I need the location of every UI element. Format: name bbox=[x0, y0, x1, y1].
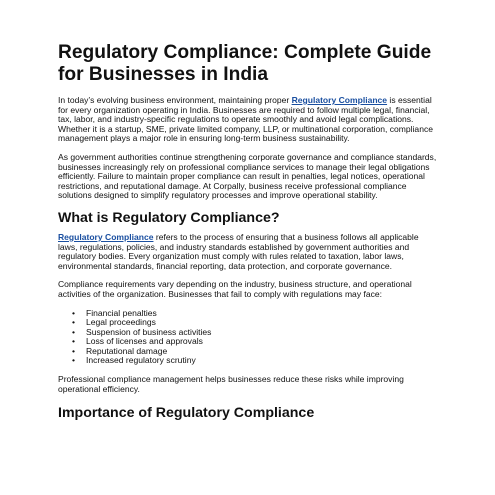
list-item-text: Financial penalties bbox=[86, 307, 157, 318]
page-title: Regulatory Compliance: Complete Guide for Businesses in India bbox=[58, 42, 432, 85]
bullet-icon: • bbox=[72, 345, 75, 356]
risks-list bbox=[58, 309, 440, 367]
bullet-icon: • bbox=[72, 326, 75, 337]
definition-text: refers to the process of ensuring that a business follows all applicable laws, regulations, policies, and industry standards established by government authorities and regulatory bodies. Every organization must comply with rules related to taxation, labor laws, environmental standards, financial reporting, data protection, and corporate governance. bbox=[58, 231, 419, 271]
list-item bbox=[72, 355, 440, 366]
list-item-text: Increased regulatory scrutiny bbox=[86, 355, 196, 366]
list-item-text: Reputational damage bbox=[86, 345, 168, 356]
document-page bbox=[58, 42, 440, 428]
requirements-paragraph: Compliance requirements vary depending on the industry, business structure, and operational activities of the organization. Businesses that fail to comply with regulations may face: bbox=[58, 279, 412, 299]
governance-paragraph: As government authorities continue strengthening corporate governance and compliance standards, businesses increasingly rely on professional compliance services to manage their legal obligations efficiently. Failure to maintain proper compliance can result in penalties, legal notices, operational restrictions, and reputational damage. At Corpally, business receive professional compliance solutions designed to simplify regulatory processes and improve operational stability. bbox=[58, 151, 437, 201]
list-item-text: Legal proceedings bbox=[86, 317, 156, 328]
regulatory-compliance-link[interactable]: Regulatory Compliance bbox=[291, 95, 388, 105]
list-item-text: Suspension of business activities bbox=[86, 326, 212, 337]
list-item-text: Loss of licenses and approvals bbox=[86, 336, 203, 347]
closing-paragraph: Professional compliance management helps businesses reduce these risks while improving operational efficiency. bbox=[58, 374, 404, 394]
bullet-icon: • bbox=[72, 307, 75, 318]
bullet-icon: • bbox=[72, 317, 75, 328]
section-heading-importance: Importance of Regulatory Compliance bbox=[58, 405, 315, 422]
bullet-icon: • bbox=[72, 336, 75, 347]
definition-link[interactable]: Regulatory Compliance bbox=[58, 231, 154, 242]
section-heading-what-is: What is Regulatory Compliance? bbox=[58, 209, 280, 226]
bullet-icon: • bbox=[72, 355, 75, 366]
intro-paragraph bbox=[58, 96, 440, 144]
intro-text-end: is essential for every organization operating in India. Businesses are required to follow multiple legal, financial, tax, labor, and industry-specific regulations to operate smoothly and avoid legal complications. Whether it is a startup, SME, private limited company, LLP, or multinational corporation, compliance management plays a major role in ensuring long-term business sustainability. bbox=[58, 95, 433, 144]
definition-paragraph bbox=[58, 233, 440, 271]
intro-text-start: In today’s evolving business environment, maintaining proper bbox=[58, 95, 292, 105]
